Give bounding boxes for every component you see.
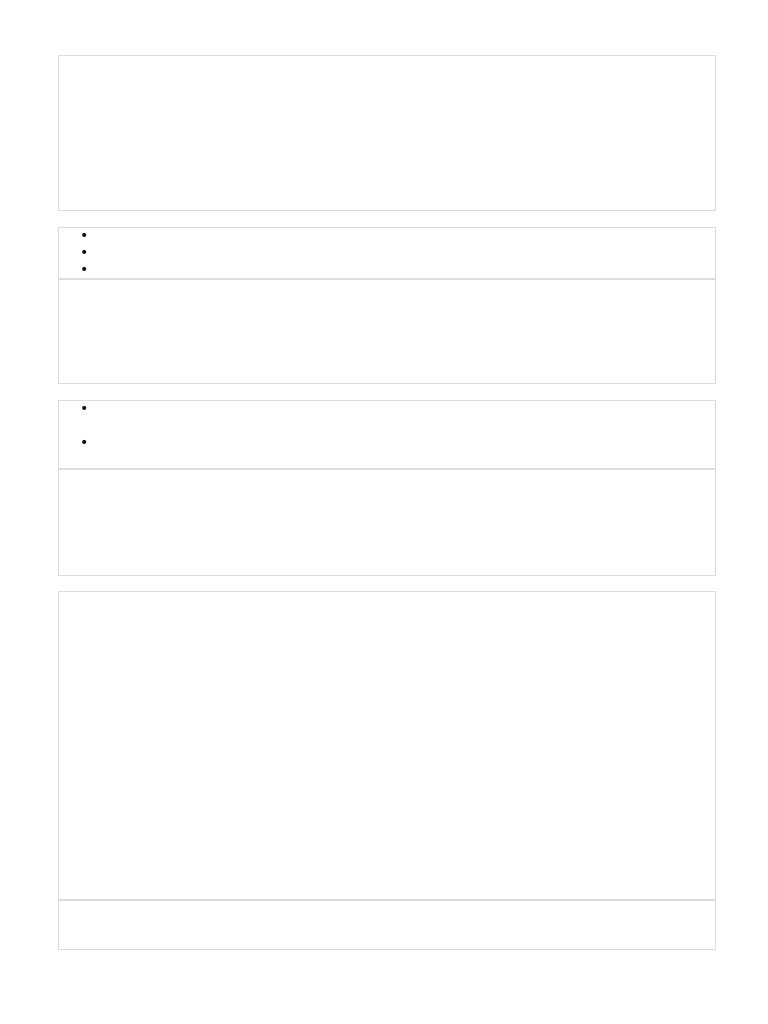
bullet-icon: • [80,435,89,451]
bullet-icon: • [80,245,89,261]
frame-participle-example [58,469,716,576]
frame-empty [58,900,716,950]
bullet-icon: • [80,228,89,244]
frame-gerund-example [58,279,716,384]
bullet-icon: • [80,262,89,278]
frame-intro [58,55,716,211]
bullet-icon: • [80,401,89,417]
frame-participle-bullets [58,400,716,469]
frame-gerund-bullets [58,227,716,279]
frame-exercise-list [58,591,716,900]
